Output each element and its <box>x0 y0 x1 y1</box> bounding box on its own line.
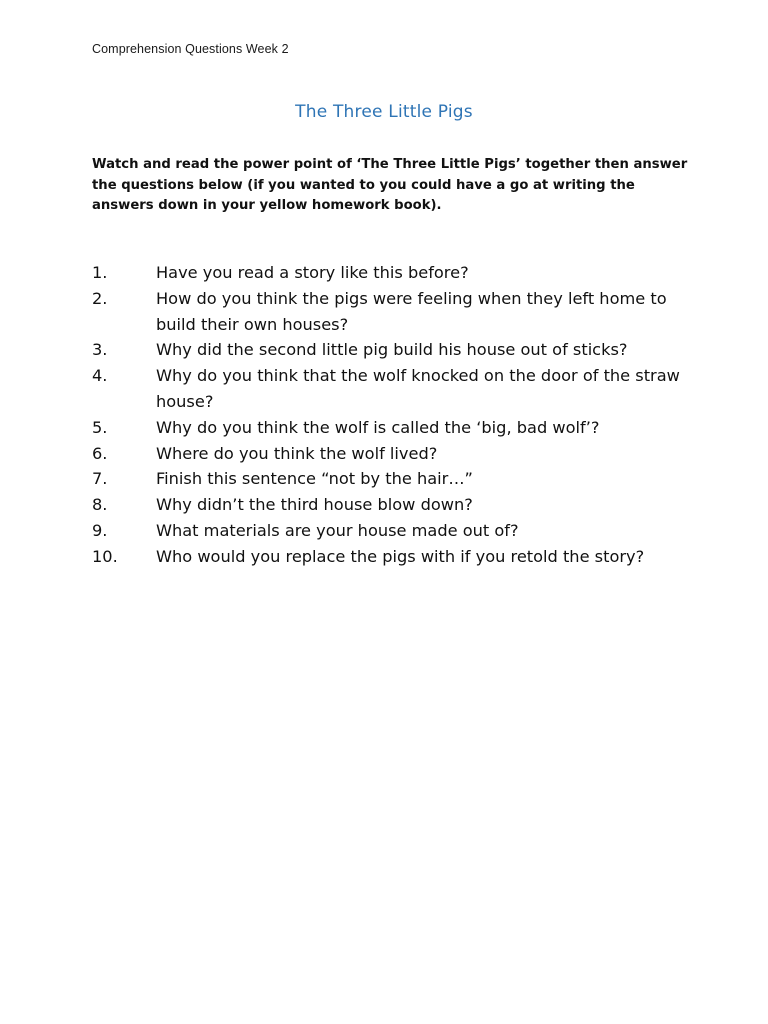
question-item <box>92 286 692 338</box>
question-item <box>92 492 692 518</box>
question-item <box>92 337 692 363</box>
question-item <box>92 518 692 544</box>
question-item <box>92 260 692 286</box>
question-text: Why do you think the wolf is called the ‘big, bad wolf’? <box>156 417 600 437</box>
question-number: 4. <box>92 366 108 386</box>
question-text: Why didn’t the third house blow down? <box>156 495 473 515</box>
question-text: Where do you think the wolf lived? <box>156 443 438 463</box>
question-number: 7. <box>92 469 108 489</box>
page-header: Comprehension Questions Week 2 <box>92 42 289 56</box>
question-number: 2. <box>92 288 108 308</box>
question-text: Who would you replace the pigs with if you retold the story? <box>156 546 645 566</box>
question-text: Have you read a story like this before? <box>156 263 469 282</box>
question-item <box>92 544 692 570</box>
question-number: 5. <box>92 417 108 437</box>
question-number: 8. <box>92 495 108 515</box>
question-number: 10. <box>92 546 118 566</box>
question-number: 3. <box>92 340 108 360</box>
question-item <box>92 363 692 415</box>
question-text: Finish this sentence “not by the hair…” <box>156 469 473 489</box>
question-item <box>92 466 692 492</box>
question-item <box>92 415 692 441</box>
question-item <box>92 441 692 467</box>
question-number: 6. <box>92 443 108 463</box>
question-text: How do you think the pigs were feeling when they left home to build their own houses? <box>156 288 667 334</box>
question-number: 1. <box>92 263 108 282</box>
document-title: The Three Little Pigs <box>295 102 473 122</box>
question-text: Why did the second little pig build his house out of sticks? <box>156 340 628 360</box>
question-number: 9. <box>92 520 108 540</box>
questions-list <box>92 260 692 570</box>
question-text: Why do you think that the wolf knocked on the door of the straw house? <box>156 366 680 411</box>
instructions-paragraph: Watch and read the power point of ‘The Three Little Pigs’ together then answer the questions below (if you wanted to you could have a go at writing the answers down in your yellow homework book). <box>92 157 688 213</box>
question-text: What materials are your house made out of? <box>156 520 519 540</box>
